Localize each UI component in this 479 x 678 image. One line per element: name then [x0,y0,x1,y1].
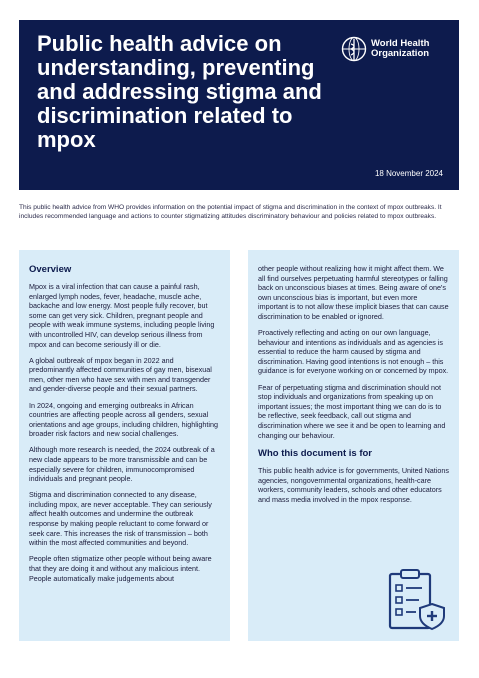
continued-paragraph: other people without realizing how it might affect them. We all find ourselves perpetuating harmful stereotypes or falling back on unconscious biases at times. Being aware of one's own unconscious bias is important, but even more important is to not allow these implicit biases that can cause discrimination to be enabled or ignored. [258,264,449,321]
overview-paragraph: A global outbreak of mpox began in 2022 and predominantly affected communities of gay men, bisexual men, other men who have sex with men and transgender and gender-diverse people and their sexual partners. [29,355,212,394]
continued-paragraph: Fear of perpetuating stigma and discrimination should not stop individuals and organizations from speaking up on important issues; the most important thing we can do is to be reflective, seek feedback, call out stigma and discrimination where we see it and be open to learning and changing our behaviour. [258,382,446,440]
header-banner [19,20,459,190]
who-emblem-icon [341,36,367,62]
continued-panel [248,250,459,641]
overview-paragraph: Stigma and discrimination connected to any disease, including mpox, are never acceptable. They can seriously affect health outcomes and undermine the outbreak response by making people reluctant to come forward or seek care. This increases the risk of transmission – both within the most affected communities and beyond. [29,490,212,548]
intro-text: This public health advice from WHO provides information on the potential impact of stigma and discrimination in the context of mpox outbreaks. It includes recommended language and actions to counter stigmatizing attitudes discriminatory behaviour and policies related to mpox outbreaks. [19,204,442,220]
overview-heading: Overview [29,264,72,275]
who-logo [341,34,451,64]
audience-text: This public health advice is for governments, United Nations agencies, nongovernmental organizations, health-care workers, community leaders, schools and other educators and mass media involved in the mpox response. [258,466,449,504]
overview-paragraph: People often stigmatize other people without being aware that they are doing it and without any malicious intent. People automatically make judgements about [29,554,212,583]
who-name-line1: World Health [371,38,430,49]
overview-paragraph: In 2024, ongoing and emerging outbreaks in African countries are affecting people across all genders, sexual orientations and age groups, including children, highlighting broader risk factors and new social challenges. [29,400,219,439]
who-name-line2: Organization [371,48,430,59]
overview-panel [19,250,230,641]
overview-paragraph: Mpox is a viral infection that can cause a painful rash, enlarged lymph nodes, fever, headache, muscle ache, backache and low energy. Most people fully recover, but some can get very sick. Children, pregnant people and people with weak immune systems, including people living with uncontrolled HIV, can develop serious illness from mpox and can become seriously ill or die. [29,282,215,349]
continued-paragraph: Proactively reflecting and acting on our own language, behaviour and intentions as individuals and as agencies is essential to reduce the harm caused by stigma and discrimination. Having good intentions is not enough – this guidance is for everyone working on or concerned by mpox. [258,328,449,376]
audience-heading: Who this document is for [258,448,372,460]
who-name [371,39,429,59]
document-title: Public health advice on understanding, preventing and addressing stigma and discrimination related to mpox [37,31,322,152]
clipboard-checklist-icon [386,568,448,632]
overview-paragraph: Although more research is needed, the 2024 outbreak of a new clade appears to be more transmissible and can be especially severe for children, immunocompromised individuals and pregnant people. [29,445,215,484]
publication-date: 18 November 2024 [374,169,443,178]
